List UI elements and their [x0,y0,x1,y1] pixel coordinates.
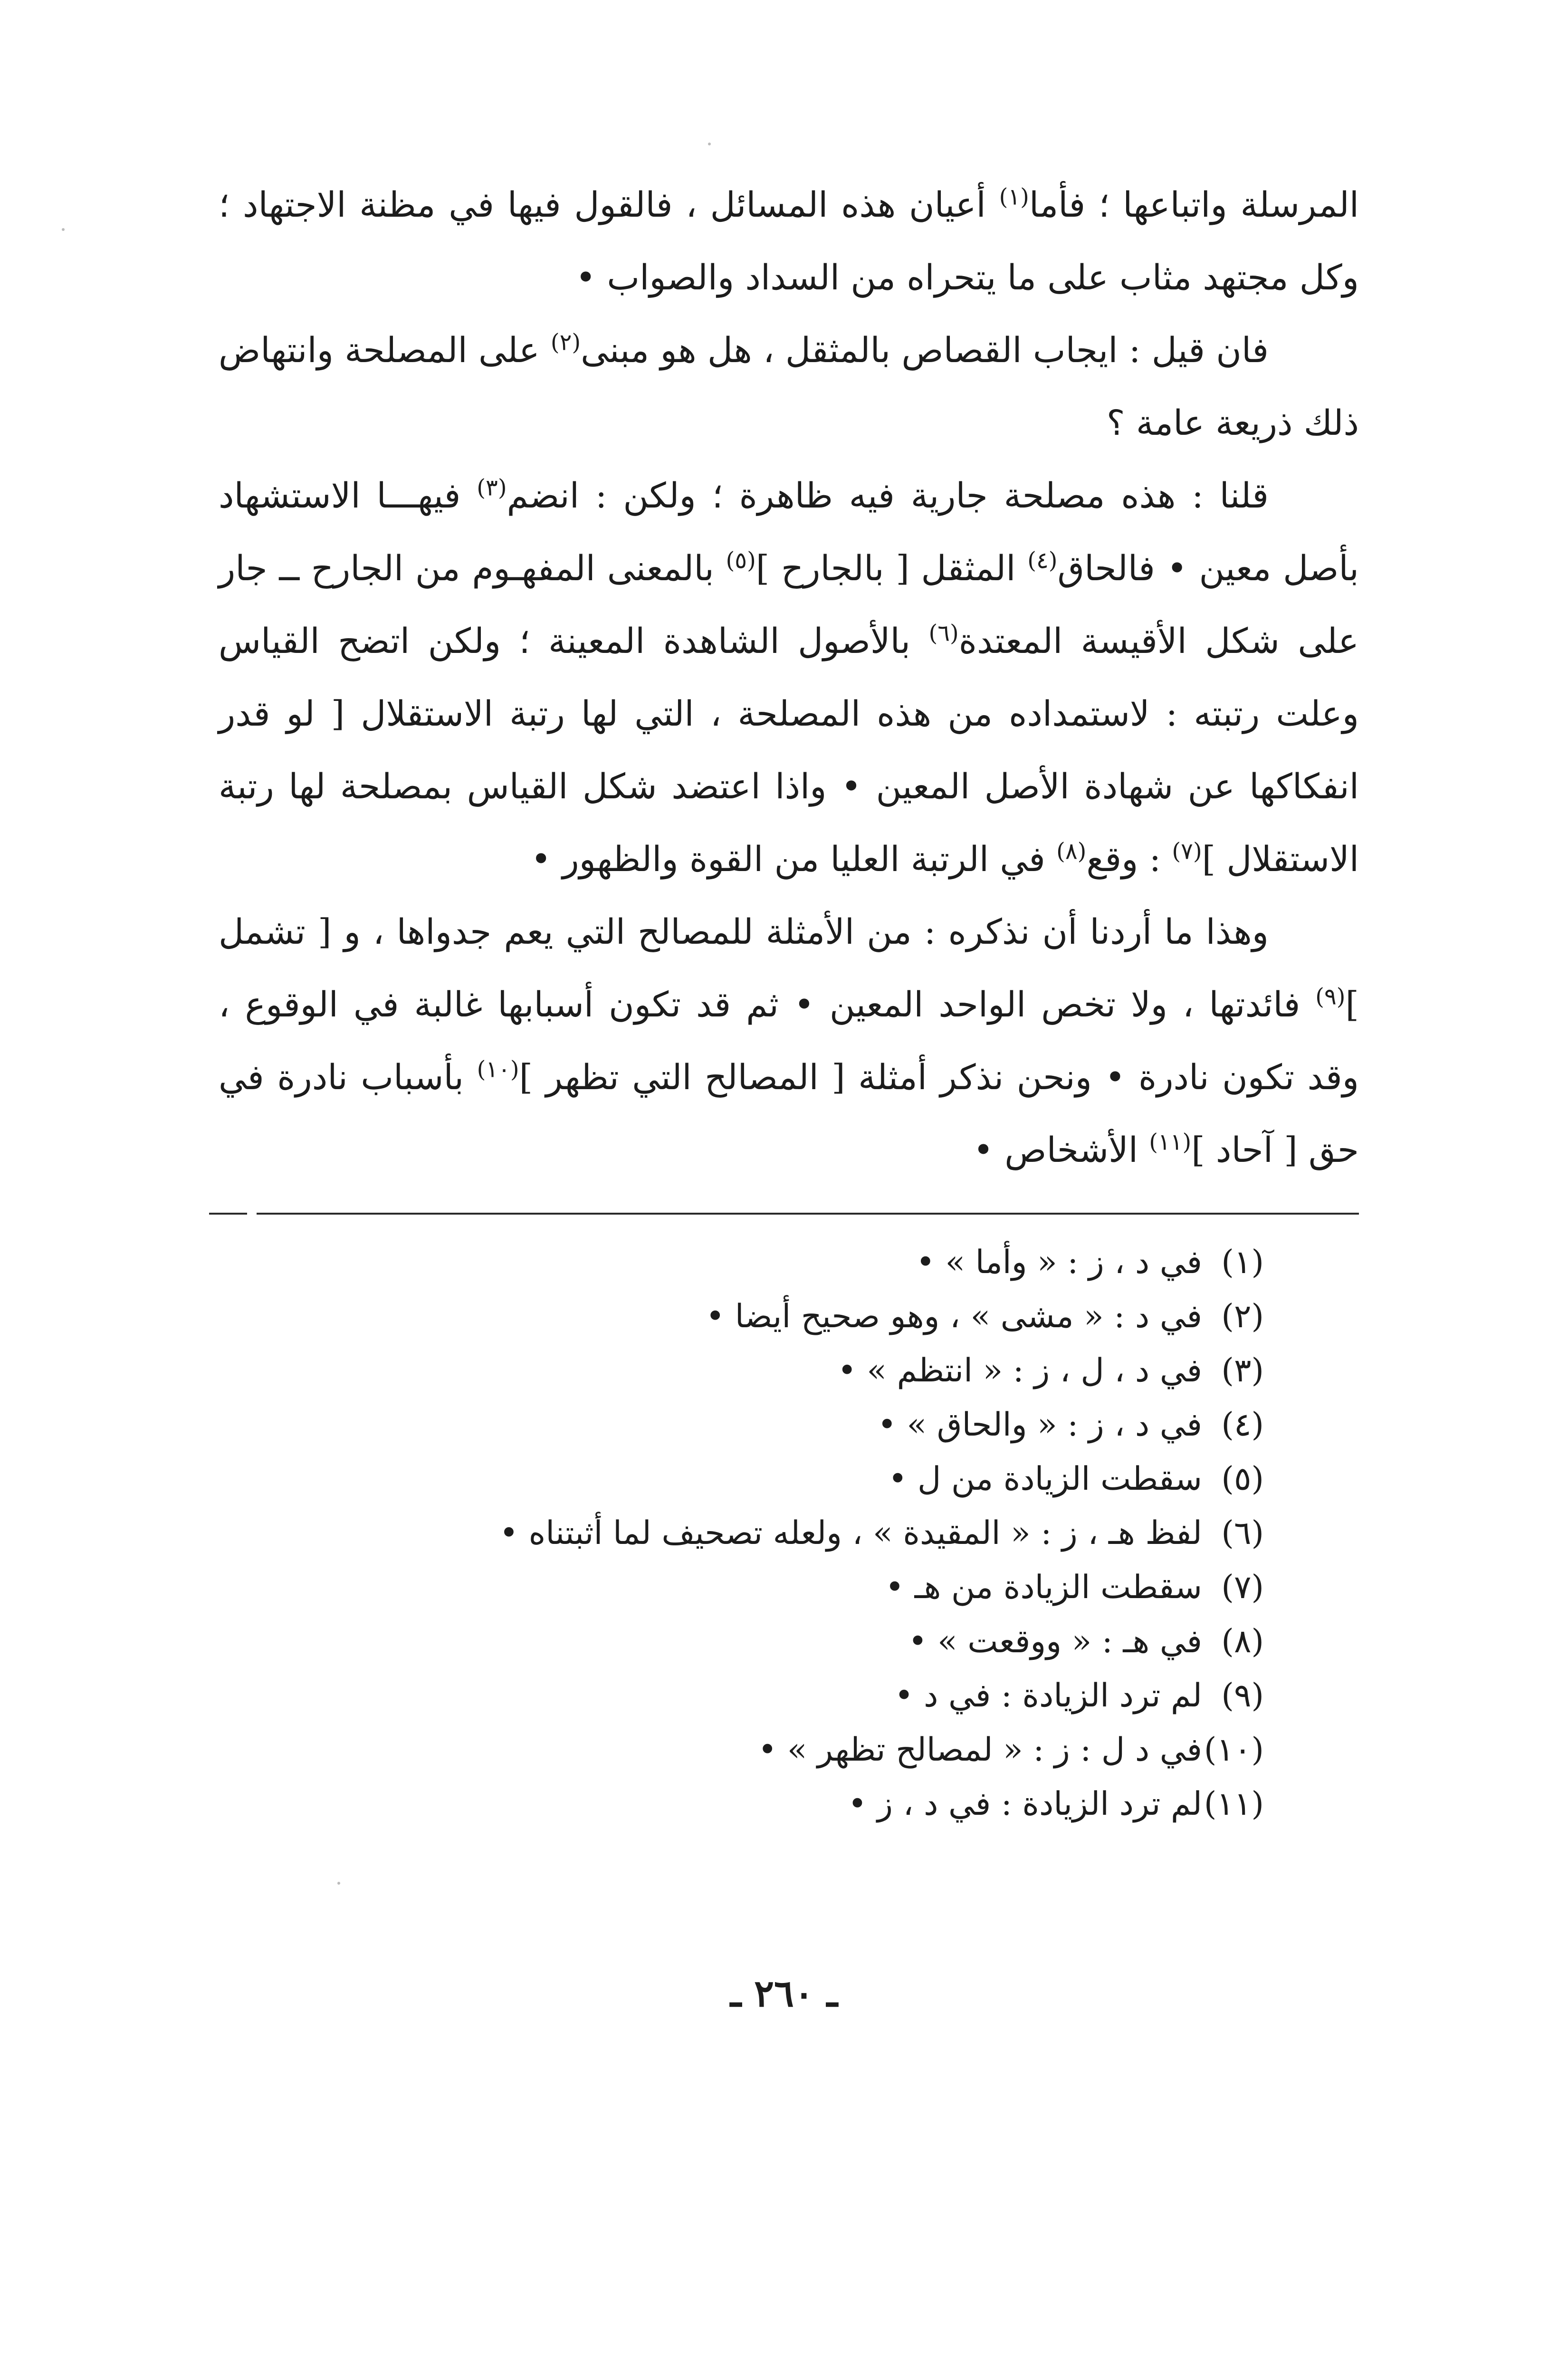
footnote-number: (٥) [1221,1460,1264,1498]
paragraph-text: : وقع [1086,839,1172,880]
footnote-reference: (٥) [726,547,756,574]
paragraph [219,314,1359,460]
footnote-item [219,1561,1264,1615]
paragraph-text: فيهـــا الاستشهاد بأصل معين • فالحاق [219,476,1359,589]
footnote-text: في د : « مشى » ، وهو صحيح أيضا • [706,1298,1202,1335]
paragraph-text: وهذا ما أردنا أن نذكره : من الأمثلة للمصالح التي يعم جدواها ، و [ تشمل ] [219,912,1359,1025]
footnote-text: في د ، ل ، ز : « انتظم » • [837,1352,1202,1389]
paragraph-text: على المصلحة وانتهاض ذلك ذريعة عامة ؟ [219,330,1359,443]
footnote-text: لم ترد الزيادة : في د ، ز • [848,1785,1202,1823]
footnote-number: (١٠) [1204,1731,1264,1769]
scan-speck [337,1882,340,1885]
footnote-item [219,1236,1264,1290]
footnote-reference: (٢) [550,329,581,356]
footnote-text: لفظ هـ ، ز : « المقيدة » ، ولعله تصحيف لما أثبتناه • [499,1514,1202,1552]
footnote-item [219,1344,1264,1398]
footnote-reference: (٩) [1315,983,1346,1010]
paragraph [219,460,1359,896]
paragraph-text: فان قيل : ايجاب القصاص بالمثقل ، هل هو مبنى [581,330,1269,371]
footnote-text: في د ل : ز : « لمصالح تظهر » • [758,1731,1202,1769]
footnote-number: (٧) [1221,1569,1264,1606]
footnote-item [219,1398,1264,1452]
paragraph-text: بالأصول الشاهدة المعينة ؛ ولكن اتضح القياس وعلت رتبته : لاستمداده من هذه المصلحة ، التي لها رتبة الاستقلال [ لو قدر انفكاكها عن شهادة الأصل المعين • واذا اعتضد شكل القياس بمصلحة لها رتبة الاستقلال ] [219,621,1359,880]
footnote-item [219,1723,1264,1777]
paragraph-text: المرسلة واتباعها ؛ فأما [1029,185,1359,225]
footnote-number: (٩) [1221,1677,1264,1715]
paragraph-text: فائدتها ، ولا تخص الواحد المعين • ثم قد تكون أسبابها غالبة في الوقوع ، وقد تكون نادرة • ونحن نذكر أمثلة [ المصالح التي تظهر ] [219,985,1359,1098]
paragraph-text: المثقل [ بالجارح ] [755,548,1028,589]
footnote-number: (٦) [1221,1514,1264,1552]
footnote-text: لم ترد الزيادة : في د • [894,1677,1202,1715]
main-text-body [219,169,1359,1187]
page-number: ـ ٢٦٠ ـ [730,1972,838,2015]
paragraph-text: في الرتبة العليا من القوة والظهور • [531,839,1057,880]
footnote-reference: (١) [999,183,1029,211]
footnote-text: سقطت الزيادة من هـ • [885,1569,1202,1606]
footnote-number: (٨) [1221,1623,1264,1660]
footnote-item [219,1290,1264,1344]
paragraph-text: قلنا : هذه مصلحة جارية فيه ظاهرة ؛ ولكن : انضم [507,476,1269,516]
footnote-reference: (٦) [928,620,959,647]
footnote-reference: (٣) [477,474,507,501]
scan-speck [62,228,65,231]
footnotes-section [219,1236,1264,1831]
footnote-number: (١١) [1204,1785,1264,1823]
paragraph [219,896,1359,1187]
footnote-item [219,1777,1264,1831]
footnote-reference: (١٠) [477,1056,519,1083]
paragraph-text: أعيان هذه المسائل ، فالقول فيها في مظنة الاجتهاد ؛ وكل مجتهد مثاب على ما يتحراه من السداد والصواب • [219,185,1359,298]
footnote-reference: (١١) [1149,1129,1192,1156]
footnote-number: (٢) [1221,1298,1264,1335]
footnote-item [219,1669,1264,1723]
footnote-separator-short [209,1213,247,1215]
scan-speck [708,143,711,145]
footnote-text: في د ، ز : « وأما » • [916,1244,1202,1281]
footnote-number: (١) [1221,1244,1264,1281]
footnote-reference: (٧) [1172,838,1202,865]
footnote-item [219,1506,1264,1561]
footnote-number: (٤) [1221,1406,1264,1444]
footnote-reference: (٨) [1056,838,1087,865]
footnote-number: (٣) [1221,1352,1264,1389]
footnote-text: في هـ : « ووقعت » • [908,1623,1202,1660]
footnote-item [219,1615,1264,1669]
paragraph-text: الأشخاص • [973,1130,1149,1170]
footnote-text: سقطت الزيادة من ل • [888,1460,1202,1498]
footnote-text: في د ، ز : « والحاق » • [877,1406,1202,1444]
footnote-reference: (٤) [1027,547,1058,574]
paragraph-text: بالمعنى المفهـوم من الجارح ــ جار على شكل الأقيسة المعتدة [219,548,1359,661]
paragraph [219,169,1359,314]
footnote-separator-rule [257,1213,1359,1215]
paragraph-text: بأسباب نادرة في حق [ آحاد ] [219,1057,1359,1170]
footnote-item [219,1452,1264,1506]
